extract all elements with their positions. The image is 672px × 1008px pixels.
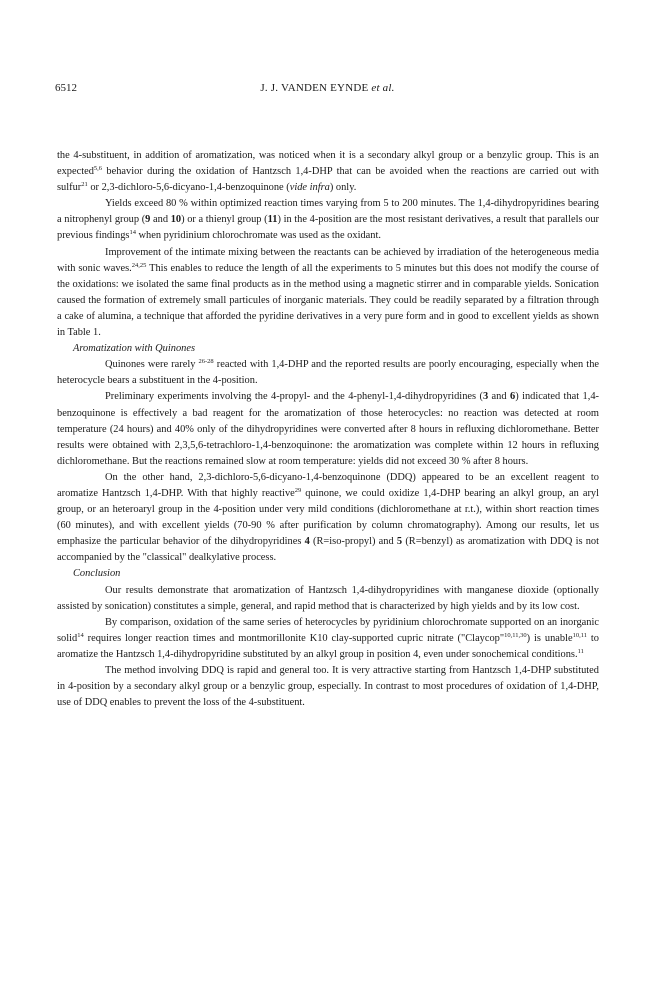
- citation: 5,6: [93, 165, 103, 173]
- text: By comparison, oxidation of the same series of heterocycles by pyridinium chlorochromate supported on an inorganic solid: [57, 616, 599, 644]
- text: ) is unable: [526, 632, 573, 644]
- text: ) only.: [329, 182, 357, 194]
- text: reacted with 1,4-DHP and the reported results are poorly encouraging, especially when the heterocycle bears a substituent in the 4-position.: [57, 359, 599, 387]
- compound-number: 4: [304, 536, 310, 548]
- compound-number: 3: [482, 391, 489, 403]
- compound-number: 6: [509, 391, 516, 403]
- paragraph-1: [57, 148, 599, 196]
- citation: 14: [129, 229, 136, 237]
- compound-number: 11: [267, 214, 278, 226]
- citation: 29: [294, 486, 302, 494]
- running-title-suffix: et al.: [371, 82, 395, 94]
- citation: 10,11: [572, 631, 587, 639]
- text: (R=benzyl) as aromatization with DDQ is not accompanied by the "classical" dealkylative process.: [57, 536, 600, 564]
- compound-number: 5: [396, 536, 403, 548]
- page-number: 6512: [55, 82, 77, 94]
- text: ) or a thienyl group (: [181, 214, 268, 226]
- paragraph-9: [57, 663, 599, 711]
- section-heading-quinones: [57, 341, 599, 357]
- paragraph-5: [57, 389, 599, 469]
- italic-text: vide infra: [289, 182, 330, 194]
- text: or 2,3-dichloro-5,6-dicyano-1,4-benzoquinone (: [87, 182, 290, 194]
- text: the 4-substituent, in addition of aromatization, was noticed when it is a secondary alkyl group or a benzylic group. This is an expected: [57, 150, 599, 178]
- text: and: [488, 391, 510, 403]
- compound-number: 9: [145, 214, 151, 226]
- citation: 26-28: [198, 358, 214, 366]
- paragraph-4: [57, 357, 599, 389]
- text: Quinones were rarely: [105, 359, 196, 371]
- text: The method involving DDQ is rapid and general too. It is very attractive starting from Hantzsch 1,4-DHP substituted in 4-position by a secondary alkyl group or a benzylic group, especially. In contrast to most procedures of oxidation of 1,4-DHP, use of DDQ enables to prevent the loss of the 4-substituent.: [57, 665, 599, 709]
- text: Yields exceed 80 % within optimized reaction times varying from 5 to 200 minutes. The 1,4-dihydropyridines bearing a nitrophenyl group (: [57, 198, 599, 226]
- citation: 11: [577, 647, 584, 655]
- paragraph-2: [57, 196, 599, 244]
- text: quinone, we could oxidize 1,4-DHP bearing an alkyl group, an aryl group, or an heteroaryl group in the 4-position under very mild conditions (dichloromethane at r.t.), within short reaction times (60 minutes), and with excellent yields (70-90 % after purification by column chromatography). Among our results, let us emphasize the particular behavior of the dihydropyridines: [57, 487, 599, 548]
- citation: 24,25: [131, 261, 147, 269]
- paragraph-6: [57, 470, 599, 567]
- compound-number: 10: [170, 214, 182, 226]
- text: (R=iso-propyl) and: [309, 536, 397, 548]
- text: requires longer reaction times and montmorillonite K10 clay-supported cupric nitrate ("Claycop": [83, 632, 505, 644]
- text: Preliminary experiments involving the 4-propyl- and the 4-phenyl-1,4-dihydropyridines (: [105, 391, 483, 403]
- paragraph-3: [57, 245, 599, 342]
- text: ) in the 4-position are the most resistant derivatives, a result that parallels our previous findings: [57, 214, 599, 242]
- text: This enables to reduce the length of all the experiments to 5 minutes but this does not modify the course of the oxidations: we isolated the same final products as in the method using a magnetic stirrer and in comparable yields. Sonication caused the formation of extremely small particules of inorganic materials. They could be readily separated by a filtration through a cake of alumina, a technique that afforded the pyridine derivatives in a very pure form and in good to excellent yields as shown in Table 1.: [57, 262, 600, 339]
- text: behavior during the oxidation of Hantzsch 1,4-DHP that can be avoided when the reactions are carried out with sulfur: [57, 166, 599, 194]
- running-title: [55, 82, 600, 94]
- heading-text: Aromatization with Quinones: [73, 343, 195, 355]
- paragraph-8: [57, 615, 599, 663]
- citation: 14: [77, 631, 84, 639]
- text: when pyridinium chlorochromate was used as the oxidant.: [135, 230, 381, 242]
- heading-text: Conclusion: [73, 568, 121, 580]
- running-title-authors: J. J. VANDEN EYNDE: [260, 82, 369, 94]
- citation: 21: [81, 181, 88, 189]
- text: and: [150, 214, 171, 226]
- page-header: [55, 82, 600, 98]
- text: Improvement of the intimate mixing between the reactants can be achieved by irradiation of the heterogeneous media with sonic waves.: [57, 246, 599, 274]
- text: to aromatize the Hantzsch 1,4-dihydropyridine substituted by an alkyl group in position 4, even under sonochemical conditions.: [57, 632, 599, 660]
- citation: 10,11,30: [504, 631, 527, 639]
- section-heading-conclusion: [57, 566, 599, 582]
- text: Our results demonstrate that aromatization of Hantzsch 1,4-dihydropyridines with manganese dioxide (optionally assisted by sonication) constitutes a simple, general, and rapid method that is characterized by high yields and by its low cost.: [57, 584, 599, 612]
- article-body: [57, 148, 599, 711]
- text: ) indicated that 1,4-benzoquinone is effectively a bad reagent for the aromatization of those heterocycles: no reaction was detected at room temperature (24 hours) and 40% only of the dihydropyridines were converted after 8 hours in refluxing dichloromethane. Better results were obtained with 2,3,5,6-tetrachloro-1,4-benzoquinone: the aromatization was complete within 12 hours in refluxing dichloromethane. But the reactions remained slow at room temperature: yields did not exceed 30 % after 8 hours.: [57, 391, 600, 467]
- text: On the other hand, 2,3-dichloro-5,6-dicyano-1,4-benzoquinone (DDQ) appeared to be an excellent reagent to aromatize Hantzsch 1,4-DHP. With that highly reactive: [57, 471, 599, 499]
- paragraph-7: [57, 583, 599, 615]
